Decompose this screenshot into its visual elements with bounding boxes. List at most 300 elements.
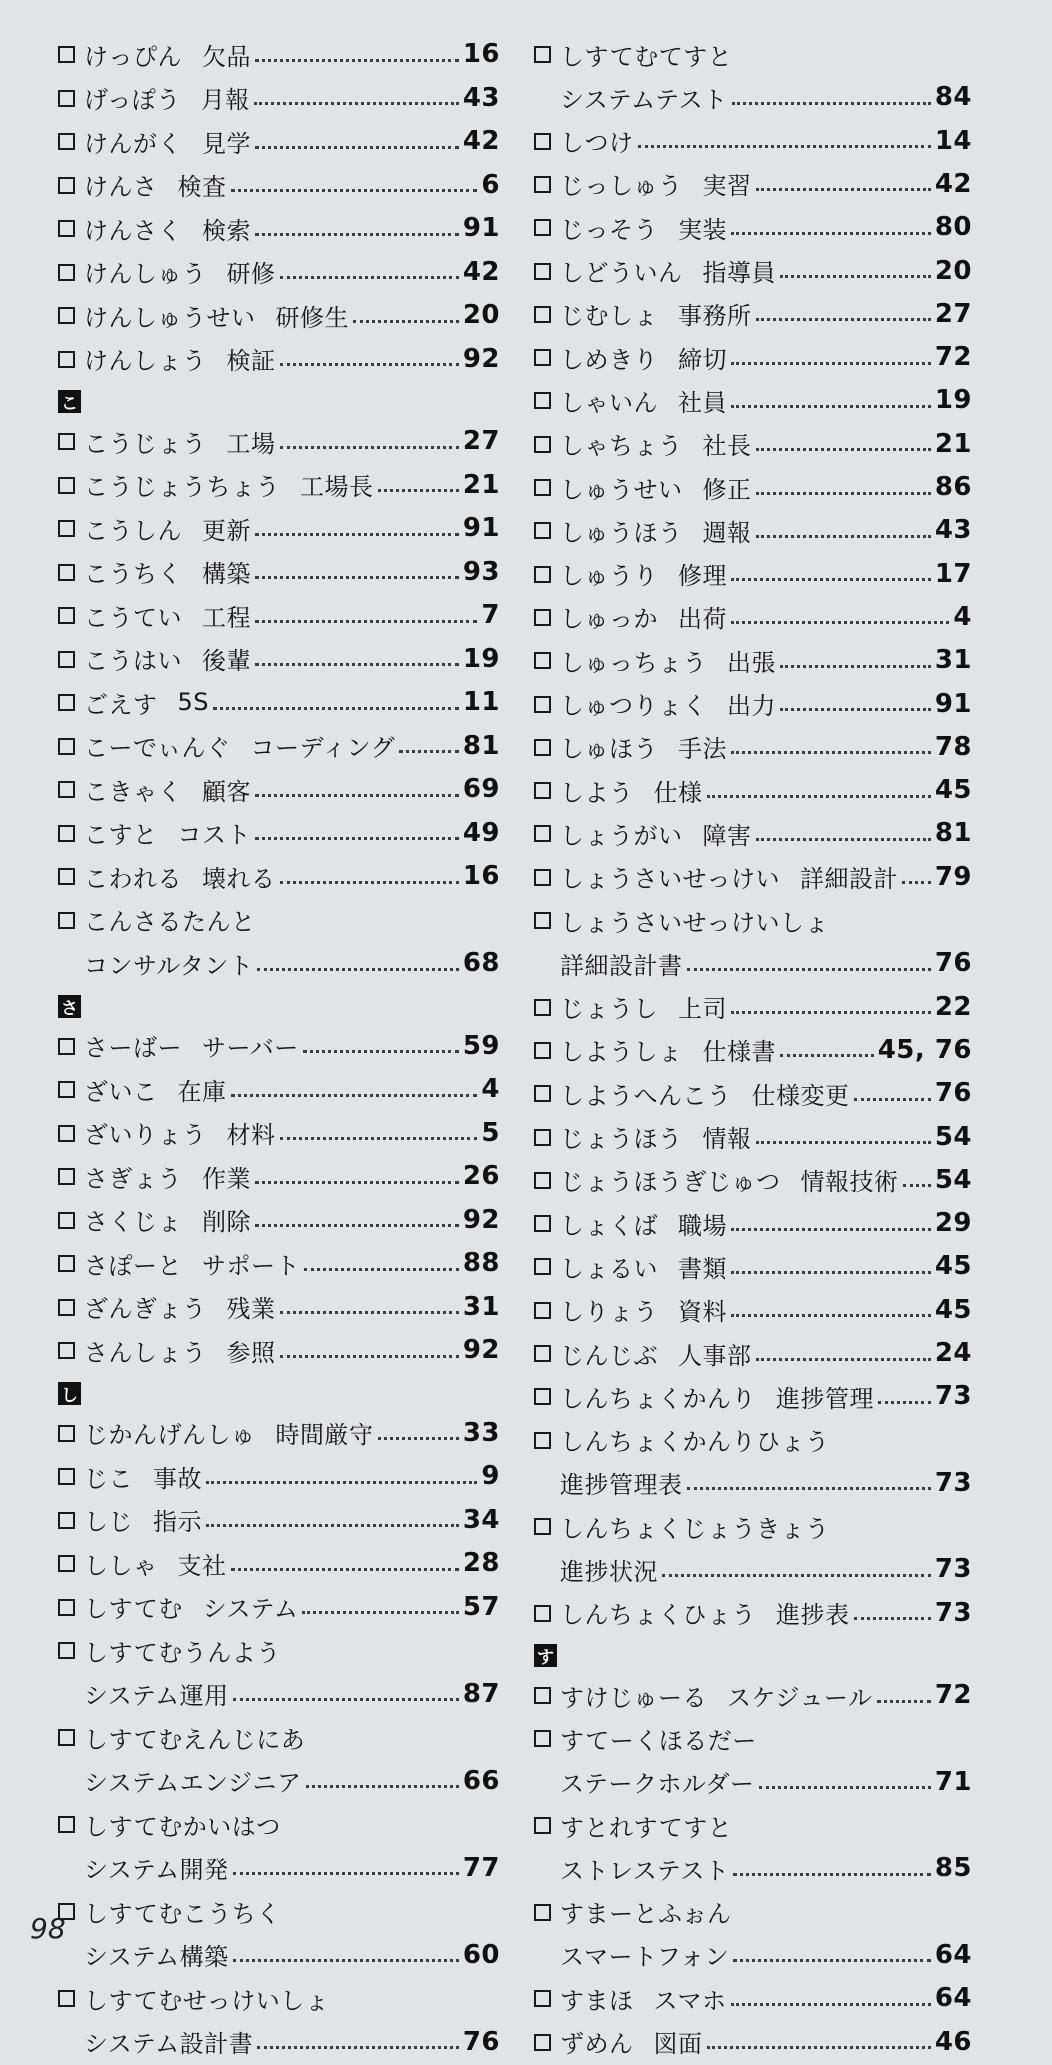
index-entry[interactable]	[58, 595, 500, 635]
dotted-leader	[731, 232, 931, 235]
checkbox-icon[interactable]	[58, 1816, 75, 1833]
checkbox-icon[interactable]	[534, 1990, 551, 2007]
entry-line	[560, 1549, 972, 1589]
checkbox-icon[interactable]	[534, 1085, 551, 1102]
entry-page: 27	[462, 426, 500, 456]
checkbox-icon[interactable]	[534, 609, 551, 626]
index-entry[interactable]	[58, 78, 500, 118]
entry-line	[560, 424, 972, 464]
checkbox-icon[interactable]	[58, 1125, 75, 1142]
index-entry[interactable]	[58, 856, 500, 896]
index-entry[interactable]	[58, 1069, 500, 1109]
checkbox-icon[interactable]	[58, 1299, 75, 1316]
entry-line	[560, 727, 972, 767]
checkbox-icon[interactable]	[534, 522, 551, 539]
index-entry[interactable]	[58, 726, 500, 766]
index-entry[interactable]	[534, 1506, 972, 1593]
entry-page: 79	[934, 861, 972, 892]
section-header: し	[58, 1382, 81, 1405]
index-entry[interactable]	[58, 769, 500, 809]
index-entry[interactable]	[534, 467, 972, 507]
index-entry[interactable]	[58, 165, 500, 205]
checkbox-icon[interactable]	[534, 739, 551, 756]
entry-line	[560, 1978, 972, 2018]
index-entry[interactable]	[534, 510, 972, 550]
index-entry[interactable]	[58, 1717, 500, 1804]
index-entry[interactable]	[534, 1376, 972, 1416]
checkbox-icon[interactable]	[534, 1518, 551, 1535]
entry-page: 27	[934, 298, 972, 329]
index-entry[interactable]	[534, 857, 972, 897]
index-entry[interactable]	[58, 1978, 500, 2065]
dotted-leader	[877, 1700, 931, 1703]
entry-page: 85	[934, 1853, 972, 1884]
index-entry[interactable]	[534, 34, 972, 121]
index-entry[interactable]	[534, 684, 972, 724]
entry-page: 45	[934, 1294, 972, 1325]
checkbox-icon[interactable]	[58, 694, 75, 711]
entry-kana: しすてむてすと	[560, 42, 733, 71]
checkbox-icon[interactable]	[58, 220, 75, 237]
checkbox-icon[interactable]	[58, 825, 75, 842]
index-entry[interactable]	[534, 1420, 972, 1507]
entry-line	[560, 164, 972, 204]
index-entry[interactable]	[58, 1156, 500, 1196]
dotted-leader	[731, 578, 931, 581]
checkbox-icon[interactable]	[534, 436, 551, 453]
checkbox-icon[interactable]	[534, 1730, 551, 1747]
entry-term: 障害	[702, 821, 752, 850]
index-entry[interactable]	[58, 1587, 500, 1627]
entry-line	[84, 78, 500, 118]
checkbox-icon[interactable]	[58, 351, 75, 368]
entry-term: 事故	[153, 1464, 202, 1493]
entry-page: 26	[462, 1161, 500, 1191]
entry-term: 週報	[702, 518, 752, 547]
entry-term: 修理	[678, 562, 727, 591]
index-entry[interactable]	[534, 900, 972, 987]
entry-term: 詳細設計書	[560, 951, 683, 980]
index-entry[interactable]	[58, 1456, 500, 1496]
index-entry[interactable]	[58, 508, 500, 548]
entry-page: 92	[462, 1204, 500, 1235]
index-entry[interactable]	[58, 1330, 500, 1370]
entry-kana: しようへんこう	[560, 1081, 732, 1110]
dotted-leader	[780, 1054, 874, 1057]
index-entry[interactable]	[534, 164, 972, 204]
entry-line	[560, 1762, 972, 1802]
dotted-leader	[257, 968, 458, 971]
checkbox-icon[interactable]	[534, 1302, 551, 1319]
index-entry[interactable]	[534, 597, 972, 637]
dotted-leader	[378, 489, 459, 492]
index-entry[interactable]	[534, 1593, 972, 1633]
index-entry[interactable]	[534, 1203, 972, 1243]
checkbox-icon[interactable]	[534, 1129, 551, 1146]
entry-kana: こーでぃんぐ	[84, 734, 231, 762]
entry-line	[84, 1717, 305, 1757]
entry-term: 進捗表	[776, 1601, 850, 1630]
index-entry[interactable]	[534, 987, 972, 1027]
entry-kana: じんじぶ	[560, 1341, 658, 1370]
entry-line	[84, 1156, 500, 1196]
entry-line	[560, 1073, 972, 1113]
entry-kana: しすてむかいはつ	[84, 1812, 281, 1841]
index-entry[interactable]	[58, 682, 500, 722]
checkbox-icon[interactable]	[58, 564, 75, 581]
checkbox-icon[interactable]	[58, 1255, 75, 1272]
checkbox-icon[interactable]	[58, 90, 75, 107]
checkbox-icon[interactable]	[58, 1342, 75, 1359]
entry-line	[84, 1891, 281, 1931]
index-entry[interactable]	[534, 770, 972, 810]
dotted-leader	[378, 1437, 459, 1440]
dotted-leader	[731, 405, 931, 408]
entry-page: 16	[462, 861, 500, 891]
entry-page: 73	[934, 1467, 972, 1498]
entry-line	[560, 1160, 972, 1200]
index-entry[interactable]	[58, 465, 500, 505]
checkbox-icon[interactable]	[58, 1512, 75, 1529]
entry-line	[560, 1718, 757, 1758]
checkbox-icon[interactable]	[58, 1555, 75, 1572]
entry-term: 参照	[226, 1338, 276, 1367]
index-entry[interactable]	[534, 1675, 972, 1715]
dotted-leader	[231, 1094, 478, 1097]
entry-page: 86	[934, 472, 972, 502]
entry-kana: しょうさいせっけいしょ	[560, 908, 830, 937]
index-entry[interactable]	[58, 34, 500, 74]
index-entry[interactable]	[58, 900, 500, 987]
checkbox-icon[interactable]	[534, 566, 551, 583]
entry-page: 78	[934, 731, 972, 762]
entry-page: 42	[462, 126, 500, 156]
index-entry[interactable]	[534, 1718, 972, 1805]
entry-kana: しょるい	[560, 1254, 658, 1283]
entry-page: 24	[934, 1338, 972, 1368]
entry-page: 66	[462, 1765, 500, 1796]
index-entry[interactable]	[58, 639, 500, 679]
index-entry[interactable]	[58, 421, 500, 461]
entry-term: 上司	[678, 995, 727, 1024]
checkbox-icon[interactable]	[58, 607, 75, 624]
checkbox-icon[interactable]	[58, 264, 75, 281]
entry-kana: じょうし	[560, 995, 658, 1024]
dotted-leader	[756, 838, 931, 841]
entry-page: 31	[934, 645, 972, 676]
entry-term: 顧客	[202, 777, 251, 806]
index-entry[interactable]	[534, 813, 972, 853]
checkbox-icon[interactable]	[58, 1642, 75, 1659]
entry-page: 71	[934, 1766, 972, 1797]
dotted-leader	[206, 1481, 477, 1484]
checkbox-icon[interactable]	[534, 263, 551, 280]
entry-term: コンサルタント	[84, 951, 254, 980]
dotted-leader	[687, 1487, 931, 1490]
index-entry[interactable]	[534, 640, 972, 680]
index-entry[interactable]	[58, 1026, 500, 1066]
entry-line	[560, 510, 972, 550]
dotted-leader	[756, 492, 931, 495]
entry-line	[84, 1804, 281, 1844]
index-entry[interactable]	[534, 207, 972, 247]
index-entry[interactable]	[534, 424, 972, 464]
dotted-leader	[255, 146, 459, 149]
index-entry[interactable]	[534, 121, 972, 161]
entry-line	[560, 597, 972, 637]
entry-page: 93	[462, 556, 500, 587]
checkbox-icon[interactable]	[534, 999, 551, 1016]
index-entry[interactable]	[534, 1160, 972, 1200]
checkbox-icon[interactable]	[58, 477, 75, 494]
checkbox-icon[interactable]	[534, 1817, 551, 1834]
entry-page: 9	[481, 1461, 500, 1491]
dotted-leader	[733, 1959, 931, 1962]
checkbox-icon[interactable]	[58, 307, 75, 324]
entry-line	[560, 1805, 732, 1845]
entry-kana: しんちょくかんりひょう	[560, 1428, 830, 1457]
entry-kana: しゅっちょう	[560, 648, 707, 677]
entry-page: 76	[462, 2026, 500, 2057]
entry-term: 仕様変更	[751, 1081, 850, 1110]
index-entry[interactable]	[58, 1543, 500, 1583]
index-entry[interactable]	[58, 208, 500, 248]
checkbox-icon[interactable]	[58, 868, 75, 885]
checkbox-icon[interactable]	[534, 912, 551, 929]
checkbox-icon[interactable]	[58, 1468, 75, 1485]
entry-page: 49	[462, 817, 500, 848]
entry-page: 20	[934, 255, 972, 286]
entry-term: 壊れる	[202, 864, 276, 893]
index-entry[interactable]	[534, 337, 972, 377]
entry-page: 72	[934, 342, 972, 373]
entry-kana: しようしょ	[560, 1038, 683, 1067]
index-entry[interactable]	[58, 1243, 500, 1283]
entry-kana: さくじょ	[84, 1208, 182, 1236]
checkbox-icon[interactable]	[534, 1345, 551, 1362]
entry-kana: じっそう	[560, 215, 658, 244]
dotted-leader	[231, 189, 478, 192]
index-entry[interactable]	[58, 1113, 500, 1153]
entry-term: 職場	[678, 1211, 727, 1240]
entry-term: 時間厳守	[275, 1421, 374, 1449]
entry-kana: けんさく	[84, 216, 182, 245]
index-entry[interactable]	[534, 380, 972, 420]
entry-term: 更新	[202, 516, 251, 545]
checkbox-icon[interactable]	[58, 1425, 75, 1442]
entry-page: 7	[481, 600, 500, 630]
entry-line	[84, 943, 500, 983]
index-entry[interactable]	[58, 339, 500, 379]
entry-page: 84	[934, 82, 972, 113]
dotted-leader	[731, 751, 931, 754]
checkbox-icon[interactable]	[58, 1990, 75, 2007]
checkbox-icon[interactable]	[534, 133, 551, 150]
entry-kana: しゅほう	[560, 735, 658, 764]
entry-line	[560, 1675, 972, 1715]
entry-line	[560, 207, 972, 247]
checkbox-icon[interactable]	[534, 219, 551, 236]
entry-page: 87	[462, 1678, 500, 1709]
entry-line	[560, 1848, 972, 1888]
entry-kana: ごえす	[84, 690, 158, 719]
checkbox-icon[interactable]	[534, 306, 551, 323]
index-entry[interactable]	[58, 1804, 500, 1891]
entry-kana: しすてむこうちく	[84, 1899, 281, 1928]
index-entry[interactable]	[534, 1246, 972, 1286]
entry-term: 後輩	[202, 647, 251, 675]
entry-term: 情報技術	[800, 1168, 899, 1197]
dotted-leader	[731, 1228, 931, 1231]
checkbox-icon[interactable]	[58, 46, 75, 63]
index-entry[interactable]	[58, 1200, 500, 1240]
entry-page: 92	[462, 1335, 500, 1365]
entry-kana: すとれすてすと	[560, 1813, 733, 1842]
section-header: こ	[58, 390, 81, 413]
entry-page: 76	[934, 948, 972, 979]
entry-term: 指示	[153, 1508, 202, 1536]
dotted-leader	[854, 1098, 931, 1101]
dotted-leader	[756, 448, 931, 451]
entry-term: 欠品	[202, 42, 251, 71]
checkbox-icon[interactable]	[534, 2034, 551, 2051]
entry-page: 81	[462, 730, 500, 761]
dotted-leader	[254, 102, 459, 105]
index-entry[interactable]	[58, 295, 500, 335]
checkbox-icon[interactable]	[58, 1038, 75, 1055]
checkbox-icon[interactable]	[534, 176, 551, 193]
index-entry[interactable]	[534, 1030, 972, 1070]
checkbox-icon[interactable]	[534, 1258, 551, 1275]
entry-line	[560, 1246, 972, 1286]
index-entry[interactable]	[58, 1630, 500, 1717]
entry-kana: すまほ	[560, 1986, 634, 2015]
index-entry[interactable]	[534, 1290, 972, 1330]
checkbox-icon[interactable]	[534, 652, 551, 669]
checkbox-icon[interactable]	[58, 1212, 75, 1229]
entry-kana: しゅうせい	[560, 475, 683, 504]
index-entry[interactable]	[58, 1891, 500, 1978]
index-entry[interactable]	[534, 294, 972, 334]
index-entry[interactable]	[534, 554, 972, 594]
entry-kana: しゅつりょく	[560, 692, 707, 720]
entry-line	[84, 339, 500, 379]
index-entry[interactable]	[534, 1892, 972, 1979]
entry-term: 研修	[226, 260, 276, 288]
checkbox-icon[interactable]	[534, 1042, 551, 1059]
checkbox-icon[interactable]	[58, 1081, 75, 1098]
entry-term: サーバー	[202, 1034, 299, 1062]
entry-page: 45	[934, 1251, 972, 1282]
checkbox-icon[interactable]	[534, 392, 551, 409]
dotted-leader	[731, 2003, 931, 2006]
checkbox-icon[interactable]	[58, 520, 75, 537]
checkbox-icon[interactable]	[534, 1687, 551, 1704]
dotted-leader	[206, 1524, 459, 1527]
checkbox-icon[interactable]	[534, 1172, 551, 1189]
index-entry[interactable]	[534, 1117, 972, 1157]
index-entry[interactable]	[534, 2022, 972, 2062]
index-entry[interactable]	[58, 1413, 500, 1453]
checkbox-icon[interactable]	[534, 696, 551, 713]
entry-page: 19	[934, 385, 972, 416]
entry-line	[84, 1500, 500, 1540]
dotted-leader	[707, 2046, 931, 2049]
entry-kana: しゃちょう	[560, 432, 683, 461]
checkbox-icon[interactable]	[58, 433, 75, 450]
dotted-leader	[280, 446, 459, 449]
index-entry[interactable]	[534, 251, 972, 291]
dotted-leader	[731, 621, 949, 624]
entry-line	[560, 121, 972, 161]
entry-line	[84, 252, 500, 292]
entry-term: スケジュール	[727, 1683, 873, 1712]
index-entry[interactable]	[58, 1287, 500, 1327]
index-entry[interactable]	[58, 552, 500, 592]
checkbox-icon[interactable]	[534, 869, 551, 886]
checkbox-icon[interactable]	[58, 1599, 75, 1616]
entry-page: 34	[462, 1504, 500, 1535]
index-entry[interactable]	[534, 1333, 972, 1373]
index-entry[interactable]	[534, 1805, 972, 1892]
checkbox-icon[interactable]	[58, 1168, 75, 1185]
dotted-leader	[878, 1401, 931, 1404]
checkbox-icon[interactable]	[58, 1729, 75, 1746]
checkbox-icon[interactable]	[534, 1432, 551, 1449]
checkbox-icon[interactable]	[534, 1605, 551, 1622]
index-entry[interactable]	[534, 1978, 972, 2018]
entry-page: 5	[481, 1117, 500, 1148]
dotted-leader	[780, 665, 931, 668]
checkbox-icon[interactable]	[534, 1215, 551, 1232]
checkbox-icon[interactable]	[534, 825, 551, 842]
checkbox-icon[interactable]	[58, 738, 75, 755]
index-entry[interactable]	[58, 121, 500, 161]
entry-term: 検索	[202, 216, 251, 245]
checkbox-icon[interactable]	[58, 912, 75, 929]
entry-term: 人事部	[678, 1341, 752, 1370]
checkbox-icon[interactable]	[534, 349, 551, 366]
checkbox-icon[interactable]	[534, 46, 551, 63]
dotted-leader	[733, 1873, 930, 1876]
index-entry[interactable]	[58, 813, 500, 853]
checkbox-icon[interactable]	[534, 1904, 551, 1921]
entry-line	[560, 294, 972, 334]
entry-kana: しどういん	[560, 259, 683, 287]
dotted-leader	[731, 1314, 931, 1317]
checkbox-icon[interactable]	[534, 479, 551, 496]
checkbox-icon[interactable]	[58, 177, 75, 194]
entry-page: 11	[462, 687, 500, 717]
index-entry[interactable]	[534, 1073, 972, 1113]
entry-line	[84, 34, 500, 74]
dotted-leader	[231, 1568, 459, 1571]
index-entry[interactable]	[58, 1500, 500, 1540]
checkbox-icon[interactable]	[534, 782, 551, 799]
entry-line	[560, 640, 972, 680]
dotted-leader	[662, 1574, 931, 1577]
index-entry[interactable]	[534, 727, 972, 767]
checkbox-icon[interactable]	[58, 651, 75, 668]
checkbox-icon[interactable]	[58, 781, 75, 798]
checkbox-icon[interactable]	[58, 133, 75, 150]
entry-line	[560, 1376, 972, 1416]
dotted-leader	[255, 533, 459, 536]
entry-term: 指導員	[702, 259, 776, 287]
index-entry[interactable]	[58, 252, 500, 292]
entry-page: 91	[934, 688, 972, 719]
checkbox-icon[interactable]	[534, 1388, 551, 1405]
